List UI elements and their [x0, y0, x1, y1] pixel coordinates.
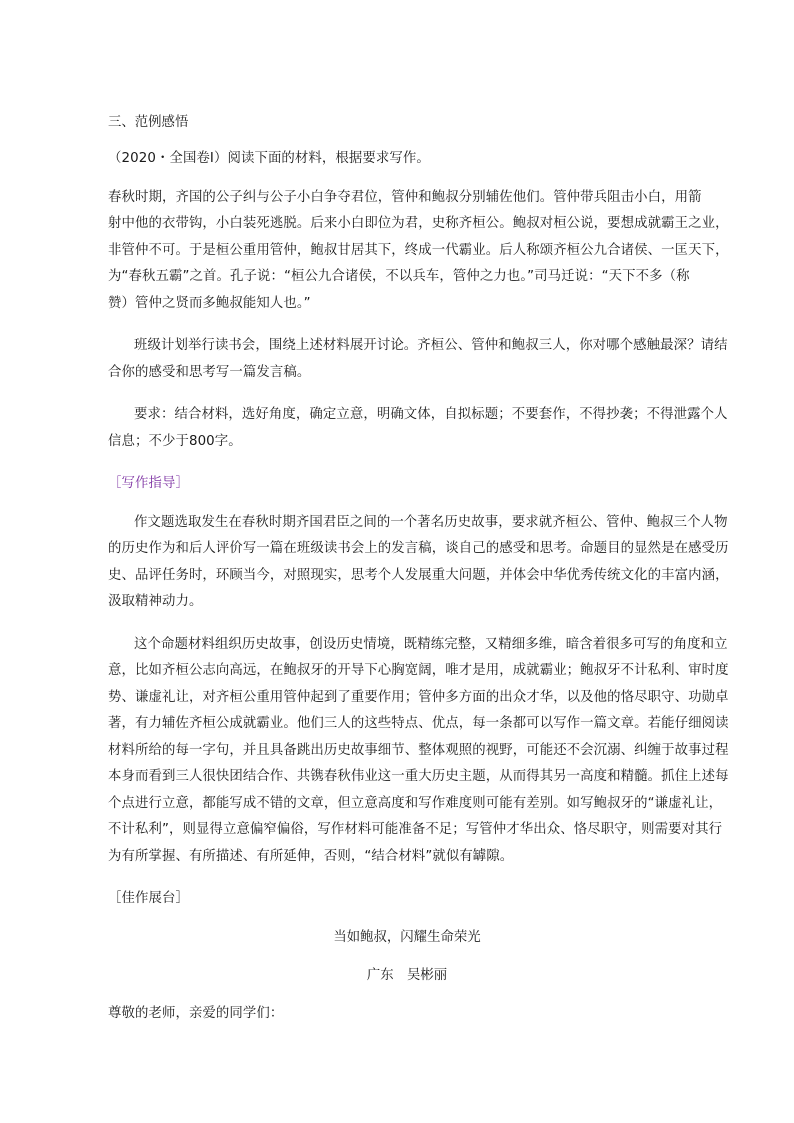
guide-line: 意，比如齐桓公志向高远，在鲍叔牙的开导下心胸宽阔，唯才是用，成就霸业；鲍叔牙不计私利、审时度 — [108, 663, 729, 678]
requirement-paragraph — [108, 402, 728, 455]
task-line: 合你的感受和思考写一篇发言稿。 — [108, 364, 311, 380]
task-paragraph — [108, 333, 728, 386]
requirement-line: 要求：结合材料，选好角度，确定立意，明确文体，自拟标题；不要套作，不得抄袭；不得泄露个人 — [134, 407, 728, 422]
guide-line: 个点进行立意，都能写成不错的文章，但立意高度和写作难度则可能有差别。如写鲍叔牙的“谦虚礼让， — [108, 795, 723, 811]
task-line: 班级计划举行读书会，围绕上述材料展开讨论。齐桓公、管仲和鲍叔三人，你对哪个感触最深？请结 — [134, 338, 728, 353]
guide-line: 本身而看到三人很快团结合作、共镌春秋伟业这一重大历史主题，从而得其另一高度和精髓。抓住上述每 — [108, 769, 729, 784]
section-heading: 三、范例感悟 — [108, 115, 189, 130]
guide-line: 作文题选取发生在春秋时期齐国君臣之间的一个著名历史故事，要求就齐桓公、管仲、鲍叔三个人物 — [134, 514, 728, 530]
guide-line: 这个命题材料组织历史故事，创设历史情境，既精练完整，又精细多维，暗含着很多可写的角度和立 — [134, 636, 728, 652]
guide-paragraph-1 — [108, 510, 729, 616]
material-line: 赞）管仲之贤而多鲍叔能知人也。” — [108, 295, 311, 311]
guide-line: 势、谦虚礼让，对齐桓公重用管仲起到了重要作用；管仲多方面的出众才华，以及他的恪尽职守、功勋卓 — [108, 689, 729, 705]
requirement-line: 信息；不少于800字。 — [108, 433, 242, 449]
source-line: （2020・全国卷Ⅰ）阅读下面的材料，根据要求写作。 — [108, 151, 430, 166]
guide-line: 为有所掌握、有所描述、有所延伸，否则，“结合材料”就似有罅隙。 — [108, 848, 514, 864]
salutation: 尊敬的老师，亲爱的同学们： — [108, 1005, 284, 1021]
guide-line: 史、品评任务时，环顾当今，对照现实，思考个人发展重大问题，并体会中华优秀传统文化的丰富内涵， — [108, 567, 729, 583]
showcase-tag: ［佳作展台］ — [108, 891, 189, 906]
guide-line: 材料所给的每一字句，并且具备跳出历史故事细节、整体观照的视野，可能还不会沉溺、纠缠于故事过程 — [108, 742, 729, 758]
writing-guide-tag: ［写作指导］ — [108, 476, 189, 491]
guide-paragraph-2 — [108, 632, 729, 871]
guide-line: 的历史作为和后人评价写一篇在班级读书会上的发言稿，谈自己的感受和思考。命题目的显然是在感受历 — [108, 541, 729, 556]
guide-line: 汲取精神动力。 — [108, 594, 203, 609]
material-line: 春秋时期，齐国的公子纠与公子小白争夺君位，管仲和鲍叔分别辅佐他们。管仲带兵阻击小白，用箭 — [108, 189, 702, 205]
essay-author: 广东 吴彬丽 — [366, 967, 448, 983]
material-line: 为“春秋五霸”之首。孔子说：“桓公九合诸侯，不以兵车，管仲之力也。”司马迁说：“天下不多（称 — [108, 269, 690, 284]
material-paragraph — [108, 185, 729, 318]
document-page — [108, 110, 729, 1027]
essay-title: 当如鲍叔，闪耀生命荣光 — [333, 929, 481, 945]
guide-line: 著，有力辅佐齐桓公成就霸业。他们三人的这些特点、优点，每一条都可以写作一篇文章。若能仔细阅读 — [108, 716, 729, 731]
material-line: 非管仲不可。于是桓公重用管仲，鲍叔甘居其下，终成一代霸业。后人称颂齐桓公九合诸侯、一匡天下， — [108, 242, 729, 258]
guide-line: 不计私利”，则显得立意偏窄偏俗，写作材料可能准备不足；写管仲才华出众、恪尽职守，则需要对其行 — [108, 822, 723, 837]
material-line: 射中他的衣带钩，小白装死逃脱。后来小白即位为君，史称齐桓公。鲍叔对桓公说，要想成就霸王之业， — [108, 216, 729, 231]
